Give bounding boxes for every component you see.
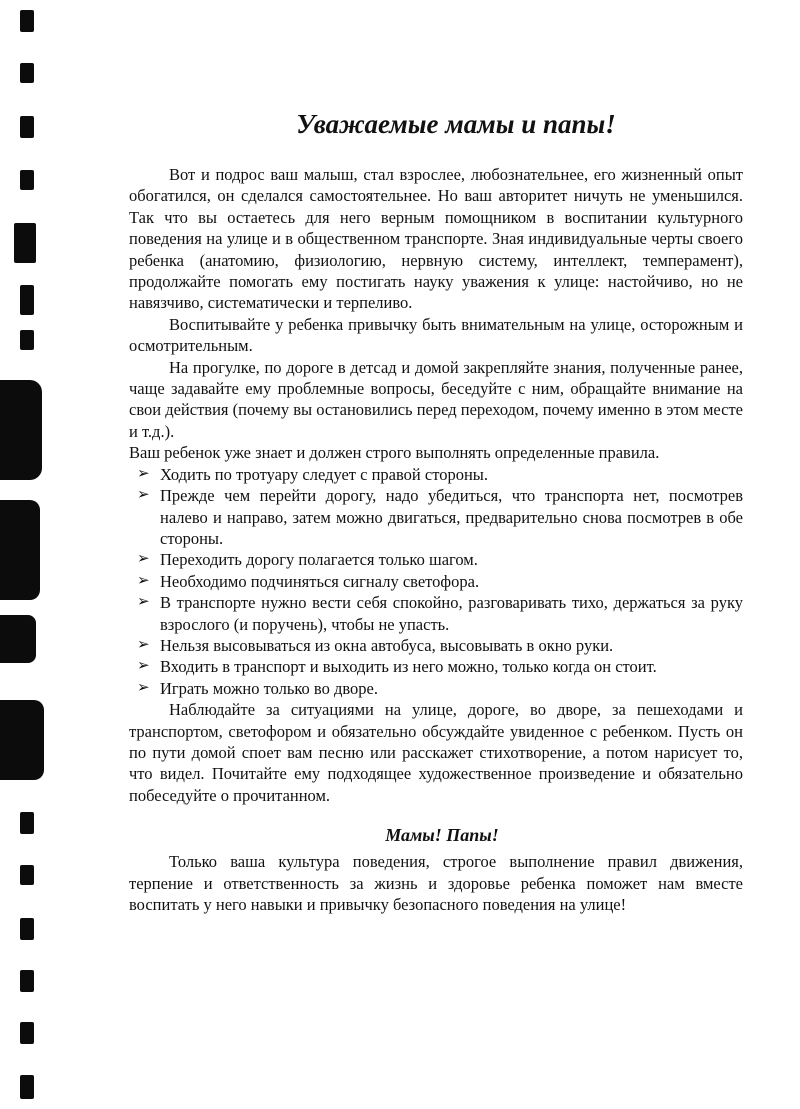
- document-body: [129, 164, 743, 915]
- paragraph-intro: Вот и подрос ваш малыш, стал взрослее, любознательнее, его жизненный опыт обогатился, он сделался самостоятельнее. Но ваш авторитет ничуть не уменьшился. Так что вы остаетесь для него верным помощником в воспитании культурного поведения на улице и в общественном транспорте. Зная индивидуальные черты своего ребенка (анатомию, физиологию, нервную систему, интеллект, темперамент), продолжайте помогать ему постигать науку уважения к улице: настойчиво, но не навязчиво, систематически и терпеливо.: [129, 165, 743, 313]
- list-item: [129, 549, 743, 570]
- binding-hole: [20, 285, 34, 315]
- rule-text: Играть можно только во дворе.: [160, 678, 378, 698]
- list-item: [129, 635, 743, 656]
- paragraph-habit: Воспитывайте у ребенка привычку быть внимательным на улице, осторожным и осмотрительным.: [129, 314, 743, 356]
- rule-text: Ходить по тротуару следует с правой стороны.: [160, 464, 488, 484]
- rule-text: Входить в транспорт и выходить из него можно, только когда он стоит.: [160, 657, 657, 677]
- binding-hole: [20, 865, 34, 885]
- arrow-bullet-icon: ➢: [137, 572, 150, 589]
- binding-hole: [20, 170, 34, 190]
- binding-hole: [20, 63, 34, 83]
- scan-edge-shadow: [0, 500, 40, 600]
- binding-hole: [20, 1075, 34, 1099]
- rule-text: В транспорте нужно вести себя спокойно, разговаривать тихо, держаться за руку взрослого (и поручень), чтобы не упасть.: [160, 593, 743, 634]
- rule-text: Прежде чем перейти дорогу, надо убедиться, что транспорта нет, посмотрев налево и направо, затем можно двигаться, предварительно снова посмотрев в обе стороны.: [160, 486, 743, 548]
- paragraph-rules-intro: Ваш ребенок уже знает и должен строго выполнять определенные правила.: [129, 443, 660, 463]
- list-item: [129, 678, 743, 699]
- paragraph-walk: На прогулке, по дороге в детсад и домой закрепляйте знания, полученные ранее, чаще задавайте ему проблемные вопросы, беседуйте с ним, обращайте внимание на свои действия (почему вы остановились перед переходом, почему именно в этом месте и т.д.).: [129, 357, 743, 441]
- list-item: [129, 571, 743, 592]
- binding-hole: [20, 918, 34, 940]
- scan-edge-shadow: [0, 380, 42, 480]
- arrow-bullet-icon: ➢: [137, 679, 150, 696]
- page-title: Уважаемые мамы и папы!: [296, 109, 616, 139]
- binding-hole: [20, 970, 34, 992]
- binding-hole: [20, 812, 34, 834]
- binding-hole: [20, 1022, 34, 1044]
- paragraph-closing: Только ваша культура поведения, строгое выполнение правил движения, терпение и ответственность за жизнь и здоровье ребенка поможет нам вместе воспитать у него навыки и привычку безопасного поведения на улице!: [129, 852, 743, 914]
- arrow-bullet-icon: ➢: [137, 636, 150, 653]
- rule-text: Необходимо подчиняться сигналу светофора.: [160, 571, 480, 591]
- list-item: [129, 592, 743, 635]
- list-item: [129, 656, 743, 677]
- scan-edge-shadow: [0, 700, 44, 780]
- closing-heading: Мамы! Папы!: [385, 825, 499, 846]
- list-item: [129, 485, 743, 549]
- binding-holes: [0, 0, 60, 1109]
- rules-list: [129, 464, 743, 699]
- arrow-bullet-icon: ➢: [137, 594, 150, 611]
- rule-text: Переходить дорогу полагается только шагом.: [160, 550, 478, 570]
- paragraph-observe: Наблюдайте за ситуациями на улице, дороге, во дворе, за пешеходами и транспортом, светофором и обязательно обсуждайте увиденное с ребенком. Пусть он по пути домой споет вам песню или расскажет стихотворение, а потом нарисует то, что видел. Почитайте ему подходящее художественное произведение и обязательно побеседуйте о прочитанном.: [129, 700, 743, 805]
- arrow-bullet-icon: ➢: [137, 465, 150, 482]
- arrow-bullet-icon: ➢: [137, 487, 150, 504]
- binding-hole: [20, 330, 34, 350]
- binding-hole: [20, 116, 34, 138]
- scan-edge-shadow: [0, 615, 36, 663]
- binding-hole: [20, 10, 34, 32]
- rule-text: Нельзя высовываться из окна автобуса, высовывать в окно руки.: [160, 635, 614, 655]
- binding-hole: [14, 223, 36, 263]
- list-item: [129, 464, 743, 485]
- arrow-bullet-icon: ➢: [137, 658, 150, 675]
- arrow-bullet-icon: ➢: [137, 551, 150, 568]
